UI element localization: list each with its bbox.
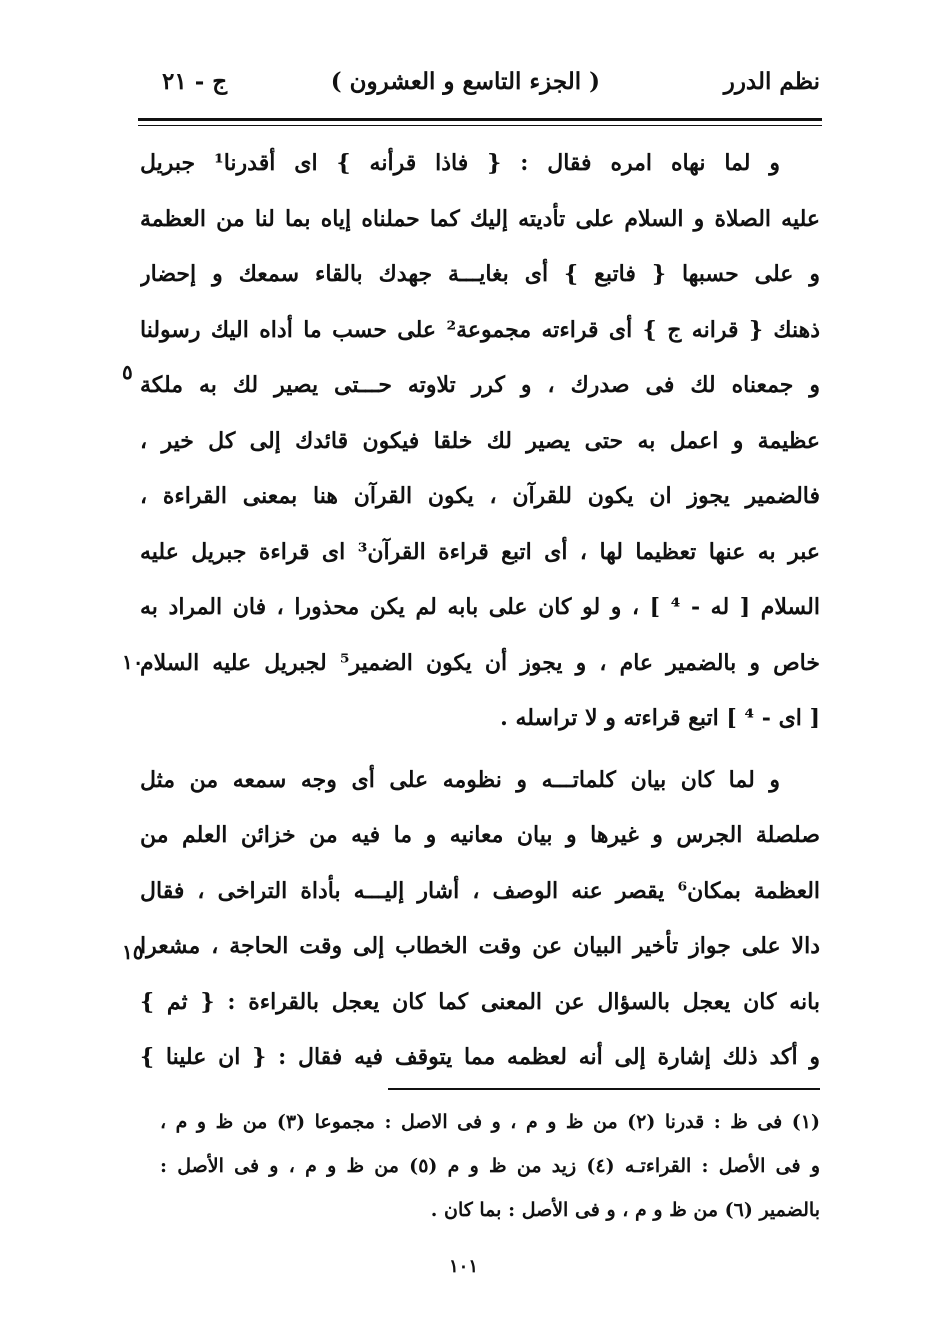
- text-line: عبر به عنها تعظيما لها ، أى اتبع قراءة القرآن³ اى قراءة جبريل عليه: [140, 538, 820, 565]
- footnote-rule: [388, 1088, 820, 1090]
- part-title: ( الجزء التاسع و العشرون ): [330, 68, 600, 95]
- line-number-15: ١٥: [122, 940, 144, 964]
- text-line: عليه الصلاة و السلام على تأديته إليك كما حملناه إياه بما لنا من العظمة: [140, 205, 820, 232]
- text-line: و على حسبها { فاتبع } أى بغايـــة جهدك بالقاء سمعك و إحضار: [140, 261, 820, 287]
- text-line: عظيمة و اعمل به حتى يصير لك خلقا فيكون قائدك إلى كل خير ،: [140, 427, 820, 454]
- page-number: ١٠١: [448, 1256, 478, 1277]
- text-line: صلصلة الجرس و غيرها و بيان معانيه و ما فيه من خزائن العلم من: [140, 822, 820, 848]
- footnote-line: و فى الأصل : القراءتـه (٤) زيد من ظ و م (٥) من ظ و م ، و فى الأصل :: [160, 1155, 820, 1177]
- text-line: و أكد ذلك إشارة إلى أنه لعظمه مما يتوقف فيه فقال : { ان علينا }: [140, 1044, 820, 1070]
- text-line: السلام [ له - ⁴ ] ، و لو كان على بابه لم يكن محذورا ، فان المراد به: [140, 594, 820, 620]
- text-line: خاص و بالضمير عام ، و يجوز أن يكون الضمير⁵ لجبريل عليه السلام: [140, 649, 820, 676]
- text-line: ذهنك { قرانه ج } أى قراءته مجموعة² على حسب ما أداه اليك رسولنا: [140, 316, 820, 343]
- line-number-5: ٥: [122, 360, 133, 384]
- line-number-10: ١٠: [122, 650, 144, 674]
- text-line: دالا على جواز تأخير البيان عن وقت الخطاب إلى وقت الحاجة ، مشعرا: [140, 933, 820, 959]
- text-line: العظمة بمكان⁶ يقصر عنه الوصف ، أشار إليـــه بأداة التراخى ، فقال: [140, 877, 820, 904]
- text-line: و لما نهاه امره فقال : { فاذا قرأنه } اى أقدرنا¹ جبريل: [140, 150, 781, 176]
- text-line: فالضمير يجوز ان يكون للقرآن ، يكون القرآن هنا بمعنى القراءة ،: [140, 483, 820, 509]
- footnote-line: (١) فى ظ : قدرنا (٢) من ظ و م ، و فى الاصل : مجموعا (٣) من ظ و م ،: [160, 1111, 820, 1133]
- footnotes: [160, 1100, 820, 1232]
- chapter-reference: ج - ٢١: [162, 68, 228, 95]
- header-rule-thick: [138, 118, 822, 121]
- main-text: [140, 136, 820, 1086]
- footnote-line: بالضمير (٦) من ظ و م ، و فى الأصل : بما كان .: [430, 1199, 820, 1221]
- text-line: [ اى - ⁴ ] اتبع قراءته و لا تراسله .: [500, 705, 820, 731]
- text-line: و جمعناه لك فى صدرك ، و كرر تلاوته حـــتى يصير لك به ملكة: [140, 372, 820, 398]
- running-header: [140, 68, 820, 108]
- header-rule-thin: [138, 125, 822, 126]
- book-title: نظم الدرر: [723, 68, 820, 95]
- text-line: بانه كان يعجل بالسؤال عن المعنى كما كان يعجل بالقراءة : { ثم }: [140, 988, 820, 1015]
- text-line: و لما كان بيان كلماتـــه و نظومه على أى وجه سمعه من مثل: [140, 766, 780, 793]
